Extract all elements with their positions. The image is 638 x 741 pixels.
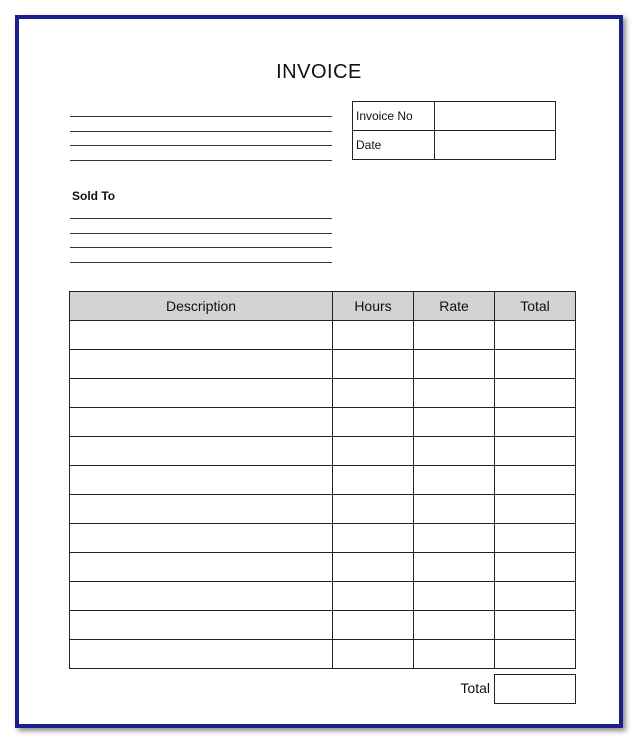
description-cell[interactable] [70, 582, 333, 611]
hours-cell[interactable] [333, 611, 414, 640]
hours-cell[interactable] [333, 466, 414, 495]
description-cell[interactable] [70, 437, 333, 466]
total-cell[interactable] [495, 611, 576, 640]
column-header-hours: Hours [333, 292, 414, 321]
table-row [70, 379, 576, 408]
address-line[interactable] [70, 131, 332, 132]
address-line[interactable] [70, 116, 332, 117]
table-row [70, 466, 576, 495]
invoice-title: INVOICE [276, 61, 362, 83]
sold-to-line[interactable] [70, 247, 332, 248]
total-cell[interactable] [495, 524, 576, 553]
rate-cell[interactable] [414, 611, 495, 640]
hours-cell[interactable] [333, 321, 414, 350]
description-cell[interactable] [70, 350, 333, 379]
hours-cell[interactable] [333, 495, 414, 524]
rate-cell[interactable] [414, 553, 495, 582]
total-cell[interactable] [495, 321, 576, 350]
hours-cell[interactable] [333, 524, 414, 553]
description-cell[interactable] [70, 524, 333, 553]
total-cell[interactable] [495, 553, 576, 582]
date-field[interactable] [435, 131, 556, 160]
total-cell[interactable] [495, 640, 576, 669]
rate-cell[interactable] [414, 524, 495, 553]
rate-cell[interactable] [414, 640, 495, 669]
rate-cell[interactable] [414, 379, 495, 408]
total-cell[interactable] [495, 495, 576, 524]
rate-cell[interactable] [414, 321, 495, 350]
table-row [70, 553, 576, 582]
table-row [70, 321, 576, 350]
description-cell[interactable] [70, 379, 333, 408]
line-items-table [69, 291, 576, 669]
date-label: Date [353, 131, 435, 160]
hours-cell[interactable] [333, 640, 414, 669]
table-row [70, 640, 576, 669]
hours-cell[interactable] [333, 408, 414, 437]
table-row [70, 408, 576, 437]
sold-to-line[interactable] [70, 233, 332, 234]
sold-to-line[interactable] [70, 262, 332, 263]
description-cell[interactable] [70, 640, 333, 669]
rate-cell[interactable] [414, 350, 495, 379]
hours-cell[interactable] [333, 553, 414, 582]
total-cell[interactable] [495, 466, 576, 495]
table-row [70, 350, 576, 379]
table-row [70, 524, 576, 553]
description-cell[interactable] [70, 408, 333, 437]
description-cell[interactable] [70, 495, 333, 524]
description-cell[interactable] [70, 611, 333, 640]
column-header-total: Total [495, 292, 576, 321]
total-cell[interactable] [495, 350, 576, 379]
hours-cell[interactable] [333, 350, 414, 379]
description-cell[interactable] [70, 466, 333, 495]
total-cell[interactable] [495, 582, 576, 611]
address-line[interactable] [70, 160, 332, 161]
total-cell[interactable] [495, 379, 576, 408]
grand-total-field[interactable] [494, 674, 576, 704]
rate-cell[interactable] [414, 495, 495, 524]
rate-cell[interactable] [414, 582, 495, 611]
table-row [70, 611, 576, 640]
hours-cell[interactable] [333, 379, 414, 408]
total-cell[interactable] [495, 408, 576, 437]
description-cell[interactable] [70, 321, 333, 350]
sold-to-line[interactable] [70, 218, 332, 219]
address-line[interactable] [70, 145, 332, 146]
column-header-description: Description [70, 292, 333, 321]
rate-cell[interactable] [414, 408, 495, 437]
column-header-rate: Rate [414, 292, 495, 321]
table-row [70, 582, 576, 611]
sold-to-label: Sold To [72, 189, 116, 203]
hours-cell[interactable] [333, 582, 414, 611]
table-row [70, 437, 576, 466]
hours-cell[interactable] [333, 437, 414, 466]
table-row [70, 495, 576, 524]
rate-cell[interactable] [414, 466, 495, 495]
total-cell[interactable] [495, 437, 576, 466]
rate-cell[interactable] [414, 437, 495, 466]
invoice-meta-table [352, 101, 556, 160]
invoice-no-label: Invoice No [353, 102, 435, 131]
invoice-no-field[interactable] [435, 102, 556, 131]
grand-total-label: Total [460, 680, 490, 696]
description-cell[interactable] [70, 553, 333, 582]
table-header-row [70, 292, 576, 321]
